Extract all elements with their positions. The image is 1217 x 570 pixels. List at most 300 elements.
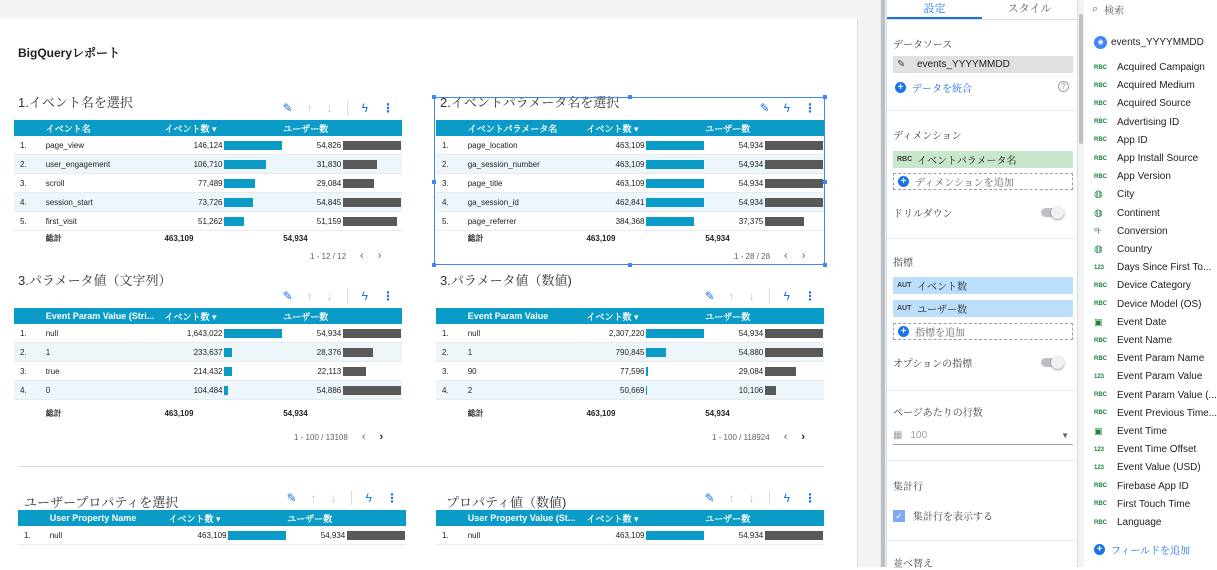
- help-icon[interactable]: ?: [1058, 81, 1069, 92]
- column-header-event-count[interactable]: イベント数 ▾: [164, 311, 217, 322]
- row-event-count-bar: [646, 217, 694, 226]
- field-name: Device Model (OS): [1117, 298, 1202, 310]
- field-item[interactable]: [1094, 244, 1152, 255]
- field-name: Event Param Value: [1117, 371, 1203, 383]
- more-icon[interactable]: ⋮: [382, 289, 394, 303]
- field-name: Event Time: [1117, 426, 1168, 437]
- row-event-count: 104,484: [193, 385, 223, 395]
- field-type-icon: RBC: [1094, 410, 1107, 417]
- row-dimension-value: page_referrer: [467, 216, 517, 226]
- row-user-count-bar: [343, 198, 401, 207]
- row-index: 3.: [20, 178, 27, 188]
- table-row[interactable]: [14, 343, 402, 362]
- more-icon[interactable]: ⋮: [804, 491, 816, 505]
- row-user-count-bar: [343, 386, 401, 395]
- section-title-param-number: 3.パラメータ値（数値): [440, 273, 572, 288]
- row-dimension-value: null: [467, 530, 481, 540]
- row-index: 1.: [20, 328, 27, 338]
- column-header-dimension[interactable]: User Property Name: [49, 513, 137, 523]
- canvas-scrollbar-thumb[interactable]: [881, 0, 885, 567]
- row-user-count-bar: [343, 217, 397, 226]
- optional-metrics-toggle[interactable]: [1041, 358, 1063, 367]
- row-event-count: 463,109: [197, 530, 227, 540]
- row-event-count-bar: [224, 386, 228, 395]
- metric-chip-event-count[interactable]: [893, 277, 1073, 294]
- table-row[interactable]: [436, 212, 824, 231]
- field-name: City: [1117, 189, 1135, 201]
- field-name: Acquired Medium: [1117, 80, 1195, 92]
- column-header-dimension[interactable]: イベント名: [45, 123, 91, 134]
- column-header-user-count[interactable]: ユーザー数: [705, 513, 751, 524]
- flash-off-icon[interactable]: ϟ: [365, 491, 372, 505]
- row-user-count-bar: [765, 386, 776, 395]
- row-event-count-bar: [224, 329, 282, 338]
- row-event-count-cell: [586, 367, 705, 376]
- prev-page-button[interactable]: ‹: [360, 250, 364, 262]
- table-header: [18, 510, 406, 526]
- row-dimension-value: 1: [45, 347, 51, 357]
- row-event-count-bar: [646, 198, 704, 207]
- field-item[interactable]: [1094, 390, 1217, 401]
- field-name: Event Name: [1117, 335, 1173, 346]
- row-user-count: 54,845: [316, 197, 342, 207]
- total-label: 総計: [467, 408, 484, 418]
- row-event-count-bar: [224, 141, 282, 150]
- row-user-count-cell: [283, 329, 402, 338]
- field-type-icon: RBC: [1094, 355, 1107, 362]
- pager-label: 1 - 12 / 12: [310, 251, 347, 261]
- field-item[interactable]: [1094, 226, 1168, 237]
- table-header: [436, 510, 824, 526]
- column-header-event-count[interactable]: イベント数 ▾: [168, 513, 221, 524]
- arrow-up-icon[interactable]: ↑: [310, 491, 317, 505]
- summary-label: 集計行: [893, 482, 923, 493]
- row-user-count: 51,159: [316, 216, 342, 226]
- column-header-event-count[interactable]: イベント数 ▾: [586, 123, 639, 134]
- field-item[interactable]: [1094, 426, 1167, 437]
- table-row[interactable]: [436, 136, 824, 155]
- flash-off-icon[interactable]: ϟ: [783, 289, 790, 303]
- datasource-label: データソース: [893, 40, 953, 51]
- field-item[interactable]: [1094, 171, 1171, 182]
- field-item[interactable]: [1094, 317, 1166, 328]
- metric-name: イベント数: [917, 282, 967, 293]
- row-event-count-bar: [646, 367, 648, 376]
- row-index: 3.: [442, 178, 449, 188]
- field-item[interactable]: [1094, 135, 1148, 146]
- field-item[interactable]: [1094, 98, 1191, 109]
- prev-page-button[interactable]: ‹: [784, 250, 788, 262]
- add-icon: +: [898, 176, 909, 187]
- row-dimension-value: 0: [45, 385, 51, 395]
- field-item[interactable]: [1094, 499, 1190, 510]
- row-dimension-value: scroll: [45, 178, 65, 188]
- table-row[interactable]: [14, 136, 402, 155]
- table-total-row: [14, 406, 402, 420]
- column-header-user-count[interactable]: ユーザー数: [287, 513, 333, 524]
- column-header-user-count[interactable]: ユーザー数: [283, 311, 329, 322]
- table-pager: [294, 431, 383, 443]
- row-dimension-value: 2: [467, 385, 473, 395]
- row-dimension-value: page_location: [467, 140, 518, 150]
- row-user-count: 54,934: [738, 140, 764, 150]
- row-event-count: 384,368: [615, 216, 645, 226]
- row-user-count-cell: [705, 160, 824, 169]
- rows-per-page-select[interactable]: [893, 427, 1073, 445]
- row-user-count-cell: [705, 367, 824, 376]
- row-dimension-value: true: [45, 366, 60, 376]
- field-item[interactable]: [1094, 353, 1204, 364]
- blend-data-link[interactable]: [895, 80, 972, 95]
- field-item[interactable]: [1094, 280, 1191, 291]
- next-page-button[interactable]: ›: [801, 431, 806, 443]
- row-event-count-cell: [164, 160, 283, 169]
- field-name: App Version: [1117, 171, 1171, 183]
- field-type-icon: 123: [1094, 464, 1105, 471]
- metric-name: ユーザー数: [917, 305, 967, 316]
- dimension-chip[interactable]: [893, 151, 1073, 168]
- row-user-count-bar: [343, 160, 377, 169]
- table-param-string[interactable]: [14, 289, 402, 420]
- toolbar-divider: [347, 101, 348, 115]
- table-row[interactable]: [14, 362, 402, 381]
- fields-datasource-name: events_YYYYMMDD: [1111, 37, 1204, 48]
- table-row[interactable]: [14, 174, 402, 193]
- pencil-icon[interactable]: ✎: [897, 59, 906, 70]
- prev-page-button[interactable]: ‹: [783, 431, 788, 443]
- add-icon: +: [1094, 544, 1105, 555]
- row-event-count-bar: [228, 531, 286, 540]
- field-name: Advertising ID: [1117, 116, 1180, 128]
- table-row[interactable]: [436, 362, 824, 381]
- row-index: 1.: [442, 140, 449, 150]
- field-item[interactable]: [1094, 153, 1198, 164]
- flash-off-icon[interactable]: ϟ: [361, 289, 368, 303]
- row-user-count: 31,830: [316, 159, 342, 169]
- field-item[interactable]: [1094, 517, 1162, 528]
- prev-page-button[interactable]: ‹: [361, 431, 366, 443]
- drilldown-toggle[interactable]: [1041, 208, 1063, 217]
- arrow-down-icon[interactable]: ↓: [326, 289, 333, 303]
- arrow-up-icon[interactable]: ↑: [728, 491, 735, 505]
- edit-icon[interactable]: ✎: [759, 101, 770, 115]
- optional-metrics-label: オプションの指標: [893, 359, 973, 370]
- field-item[interactable]: [1094, 481, 1189, 492]
- table-row[interactable]: [14, 212, 402, 231]
- table-row[interactable]: [436, 193, 824, 212]
- metric-chip-user-count[interactable]: [893, 300, 1073, 317]
- arrow-down-icon[interactable]: ↓: [330, 491, 337, 505]
- row-user-count: 28,376: [316, 347, 342, 357]
- arrow-down-icon[interactable]: ↓: [748, 491, 755, 505]
- field-name: Event Param Name: [1117, 353, 1205, 365]
- flash-off-icon[interactable]: ϟ: [783, 491, 790, 505]
- show-summary-checkbox[interactable]: [893, 508, 993, 523]
- table-icon: ▦: [893, 430, 903, 441]
- row-user-count-cell: [705, 348, 824, 357]
- table-row[interactable]: [436, 526, 824, 545]
- row-index: 2.: [442, 347, 449, 357]
- row-event-count: 106,710: [193, 159, 223, 169]
- table-row[interactable]: [436, 324, 824, 343]
- row-user-count: 54,934: [738, 197, 764, 207]
- table-body: [436, 526, 824, 545]
- row-user-count-bar: [765, 217, 804, 226]
- metric-type-icon: AUT: [897, 305, 912, 312]
- tab-style[interactable]: スタイル: [1007, 3, 1052, 15]
- field-name: Event Param Value (...: [1117, 389, 1217, 401]
- field-item[interactable]: [1094, 62, 1205, 73]
- field-item[interactable]: [1094, 80, 1195, 91]
- table-toolbar: [283, 100, 394, 116]
- table-row[interactable]: [14, 381, 402, 400]
- row-event-count-bar: [646, 348, 666, 357]
- table-row[interactable]: [436, 381, 824, 400]
- row-event-count-bar: [224, 367, 232, 376]
- edit-icon[interactable]: ✎: [282, 101, 293, 115]
- row-index: 2.: [20, 159, 27, 169]
- row-user-count-cell: [705, 386, 824, 395]
- bigquery-icon: ◉: [1094, 36, 1107, 49]
- blend-label: データを統合: [912, 84, 972, 95]
- add-field-button[interactable]: [1094, 542, 1190, 557]
- row-index: 2.: [442, 159, 449, 169]
- table-body: [14, 324, 402, 400]
- column-header-user-count[interactable]: ユーザー数: [705, 123, 751, 134]
- field-name: Firebase App ID: [1117, 480, 1189, 492]
- row-event-count: 463,109: [615, 140, 645, 150]
- row-event-count: 790,845: [615, 347, 645, 357]
- row-event-count-cell: [168, 531, 287, 540]
- table-toolbar: [283, 288, 394, 304]
- search-icon: ⌕: [1092, 3, 1099, 15]
- pager-label: 1 - 100 / 118924: [712, 432, 770, 442]
- row-user-count: 54,826: [316, 140, 342, 150]
- row-index: 1.: [24, 530, 31, 540]
- total-user-count: 54,934: [283, 233, 308, 243]
- table-param-number[interactable]: [436, 289, 824, 420]
- row-user-count-cell: [283, 386, 402, 395]
- toolbar-divider: [769, 491, 770, 505]
- row-event-count-cell: [164, 198, 283, 207]
- table-toolbar: [760, 100, 816, 116]
- row-user-count-bar: [765, 179, 823, 188]
- globe-icon: ◍: [1094, 207, 1103, 219]
- row-index: 4.: [442, 197, 449, 207]
- edit-icon[interactable]: ✎: [704, 289, 715, 303]
- column-header-event-count[interactable]: イベント数 ▾: [586, 311, 639, 322]
- column-header-event-count[interactable]: イベント数 ▾: [586, 513, 639, 524]
- row-event-count: 77,596: [620, 366, 645, 376]
- table-row[interactable]: [14, 155, 402, 174]
- total-event-count: 463,109: [586, 408, 616, 418]
- arrow-down-icon[interactable]: ↓: [748, 289, 755, 303]
- field-type-icon: RBC: [1094, 119, 1107, 126]
- add-dimension-button[interactable]: [893, 173, 1073, 190]
- column-header-event-count[interactable]: イベント数 ▾: [164, 123, 217, 134]
- table-row[interactable]: [18, 526, 406, 545]
- total-label: 総計: [45, 408, 62, 418]
- add-icon: +: [895, 82, 906, 93]
- row-event-count: 73,726: [198, 197, 223, 207]
- field-item[interactable]: [1094, 208, 1160, 219]
- more-icon[interactable]: ⋮: [804, 101, 816, 115]
- field-search[interactable]: [1092, 2, 1124, 17]
- fields-datasource: [1094, 36, 1204, 49]
- field-name: Country: [1117, 244, 1153, 255]
- field-type-icon: 123: [1094, 446, 1105, 453]
- field-item[interactable]: [1094, 371, 1202, 382]
- next-page-button[interactable]: ›: [379, 431, 384, 443]
- field-name: App Install Source: [1117, 153, 1199, 164]
- field-name: Device Category: [1117, 280, 1191, 292]
- row-event-count-cell: [164, 217, 283, 226]
- tab-setup[interactable]: 設定: [887, 0, 982, 19]
- row-event-count: 463,109: [615, 159, 645, 169]
- table-pager: [712, 431, 805, 443]
- flash-icon[interactable]: ϟ: [361, 101, 368, 115]
- field-type-icon: RBC: [1094, 100, 1107, 107]
- section-title-user-property: ユーザープロパティを選択: [24, 495, 179, 510]
- field-item[interactable]: [1094, 262, 1211, 273]
- row-user-count-bar: [343, 367, 366, 376]
- flash-off-icon[interactable]: ϟ: [783, 101, 790, 115]
- field-item[interactable]: [1094, 335, 1172, 346]
- row-dimension-value: user_engagement: [45, 159, 111, 169]
- table-header: [14, 308, 402, 324]
- field-type-icon: RBC: [1094, 501, 1107, 508]
- row-event-count-cell: [164, 329, 283, 338]
- total-event-count: 463,109: [164, 408, 194, 418]
- row-index: 4.: [20, 197, 27, 207]
- next-page-button[interactable]: ›: [801, 250, 806, 262]
- row-event-count: 51,262: [198, 216, 223, 226]
- column-header-dimension[interactable]: Event Param Value: [467, 311, 549, 321]
- column-header-dimension[interactable]: User Property Value (St...: [467, 513, 576, 523]
- row-user-count-bar: [765, 160, 823, 169]
- row-user-count-cell: [287, 531, 406, 540]
- row-user-count: 22,113: [317, 366, 342, 376]
- row-event-count-cell: [164, 367, 283, 376]
- field-type-icon: RBC: [1094, 282, 1107, 289]
- table-body: [436, 324, 824, 400]
- fields-scrollbar-thumb[interactable]: [1079, 14, 1083, 144]
- datasource-chip[interactable]: [893, 56, 1073, 73]
- row-user-count-bar: [343, 179, 374, 188]
- field-item[interactable]: [1094, 444, 1196, 455]
- field-item[interactable]: [1094, 117, 1179, 128]
- row-user-count-bar: [765, 198, 823, 207]
- field-name: Acquired Source: [1117, 98, 1191, 110]
- field-name: Event Time Offset: [1117, 444, 1197, 456]
- table-body: [18, 526, 406, 545]
- row-dimension-value: null: [49, 530, 63, 540]
- properties-panel: [886, 0, 1078, 570]
- arrow-up-icon[interactable]: ↑: [728, 289, 735, 303]
- search-placeholder: 検索: [1104, 6, 1125, 17]
- column-header-user-count[interactable]: ユーザー数: [705, 311, 751, 322]
- more-icon[interactable]: ⋮: [386, 491, 398, 505]
- edit-icon[interactable]: ✎: [286, 491, 297, 505]
- add-metric-button[interactable]: [893, 323, 1073, 340]
- field-name: Language: [1117, 517, 1162, 528]
- toolbar-divider: [347, 289, 348, 303]
- field-type-icon: RBC: [1094, 64, 1107, 71]
- table-header: [436, 120, 824, 136]
- table-row[interactable]: [436, 343, 824, 362]
- total-user-count: 54,934: [283, 408, 308, 418]
- field-item[interactable]: [1094, 189, 1134, 200]
- field-name: Event Date: [1117, 316, 1167, 328]
- column-header-dimension[interactable]: イベントパラメータ名: [467, 123, 558, 134]
- row-index: 1.: [442, 530, 449, 540]
- row-index: 4.: [20, 385, 27, 395]
- report-title: BigQueryレポート: [18, 46, 121, 60]
- field-item[interactable]: [1094, 462, 1201, 473]
- row-dimension-value: ga_session_number: [467, 159, 540, 169]
- row-event-count-bar: [224, 160, 266, 169]
- table-row[interactable]: [14, 324, 402, 343]
- add-field-label: フィールドを追加: [1111, 546, 1190, 557]
- column-header-dimension[interactable]: Event Param Value (Stri...: [45, 311, 155, 321]
- row-user-count-cell: [705, 329, 824, 338]
- more-icon[interactable]: ⋮: [382, 101, 394, 115]
- row-user-count: 54,934: [316, 328, 342, 338]
- show-summary-label: 集計行を表示する: [913, 512, 993, 523]
- row-user-count-cell: [283, 141, 402, 150]
- arrow-up-icon[interactable]: ↑: [306, 101, 313, 115]
- table-header: [436, 308, 824, 324]
- next-page-button[interactable]: ›: [377, 250, 382, 262]
- row-dimension-value: ga_session_id: [467, 197, 519, 207]
- arrow-up-icon[interactable]: ↑: [306, 289, 313, 303]
- row-user-count-cell: [705, 141, 824, 150]
- row-user-count-cell: [283, 217, 402, 226]
- column-header-user-count[interactable]: ユーザー数: [283, 123, 329, 134]
- drilldown-label: ドリルダウン: [893, 209, 953, 220]
- arrow-down-icon[interactable]: ↓: [326, 101, 333, 115]
- row-event-count: 2,307,220: [608, 328, 645, 338]
- field-item[interactable]: [1094, 299, 1201, 310]
- row-event-count: 50,669: [620, 385, 645, 395]
- dimension-type-icon: RBC: [897, 156, 913, 163]
- table-row[interactable]: [436, 155, 824, 174]
- field-item[interactable]: [1094, 408, 1217, 419]
- toolbar-divider: [351, 491, 352, 505]
- table-toolbar: [705, 490, 816, 506]
- row-user-count-cell: [705, 179, 824, 188]
- row-event-count-bar: [646, 160, 704, 169]
- table-row[interactable]: [14, 193, 402, 212]
- row-dimension-value: page_title: [467, 178, 503, 188]
- row-event-count-bar: [646, 329, 704, 338]
- datasource-name: events_YYYYMMDD: [917, 59, 1010, 70]
- row-user-count-bar: [765, 531, 823, 540]
- rows-per-page-value: 100: [910, 430, 928, 441]
- field-name: First Touch Time: [1117, 498, 1191, 510]
- edit-icon[interactable]: ✎: [704, 491, 715, 505]
- table-row[interactable]: [436, 174, 824, 193]
- row-user-count: 54,886: [316, 385, 342, 395]
- row-dimension-value: null: [467, 328, 481, 338]
- edit-icon[interactable]: ✎: [282, 289, 293, 303]
- row-user-count-bar: [765, 141, 823, 150]
- total-label: 総計: [45, 233, 62, 243]
- total-event-count: 463,109: [586, 233, 616, 243]
- field-name: Days Since First To...: [1117, 262, 1212, 274]
- more-icon[interactable]: ⋮: [804, 289, 816, 303]
- panel-tabs: [887, 0, 1077, 20]
